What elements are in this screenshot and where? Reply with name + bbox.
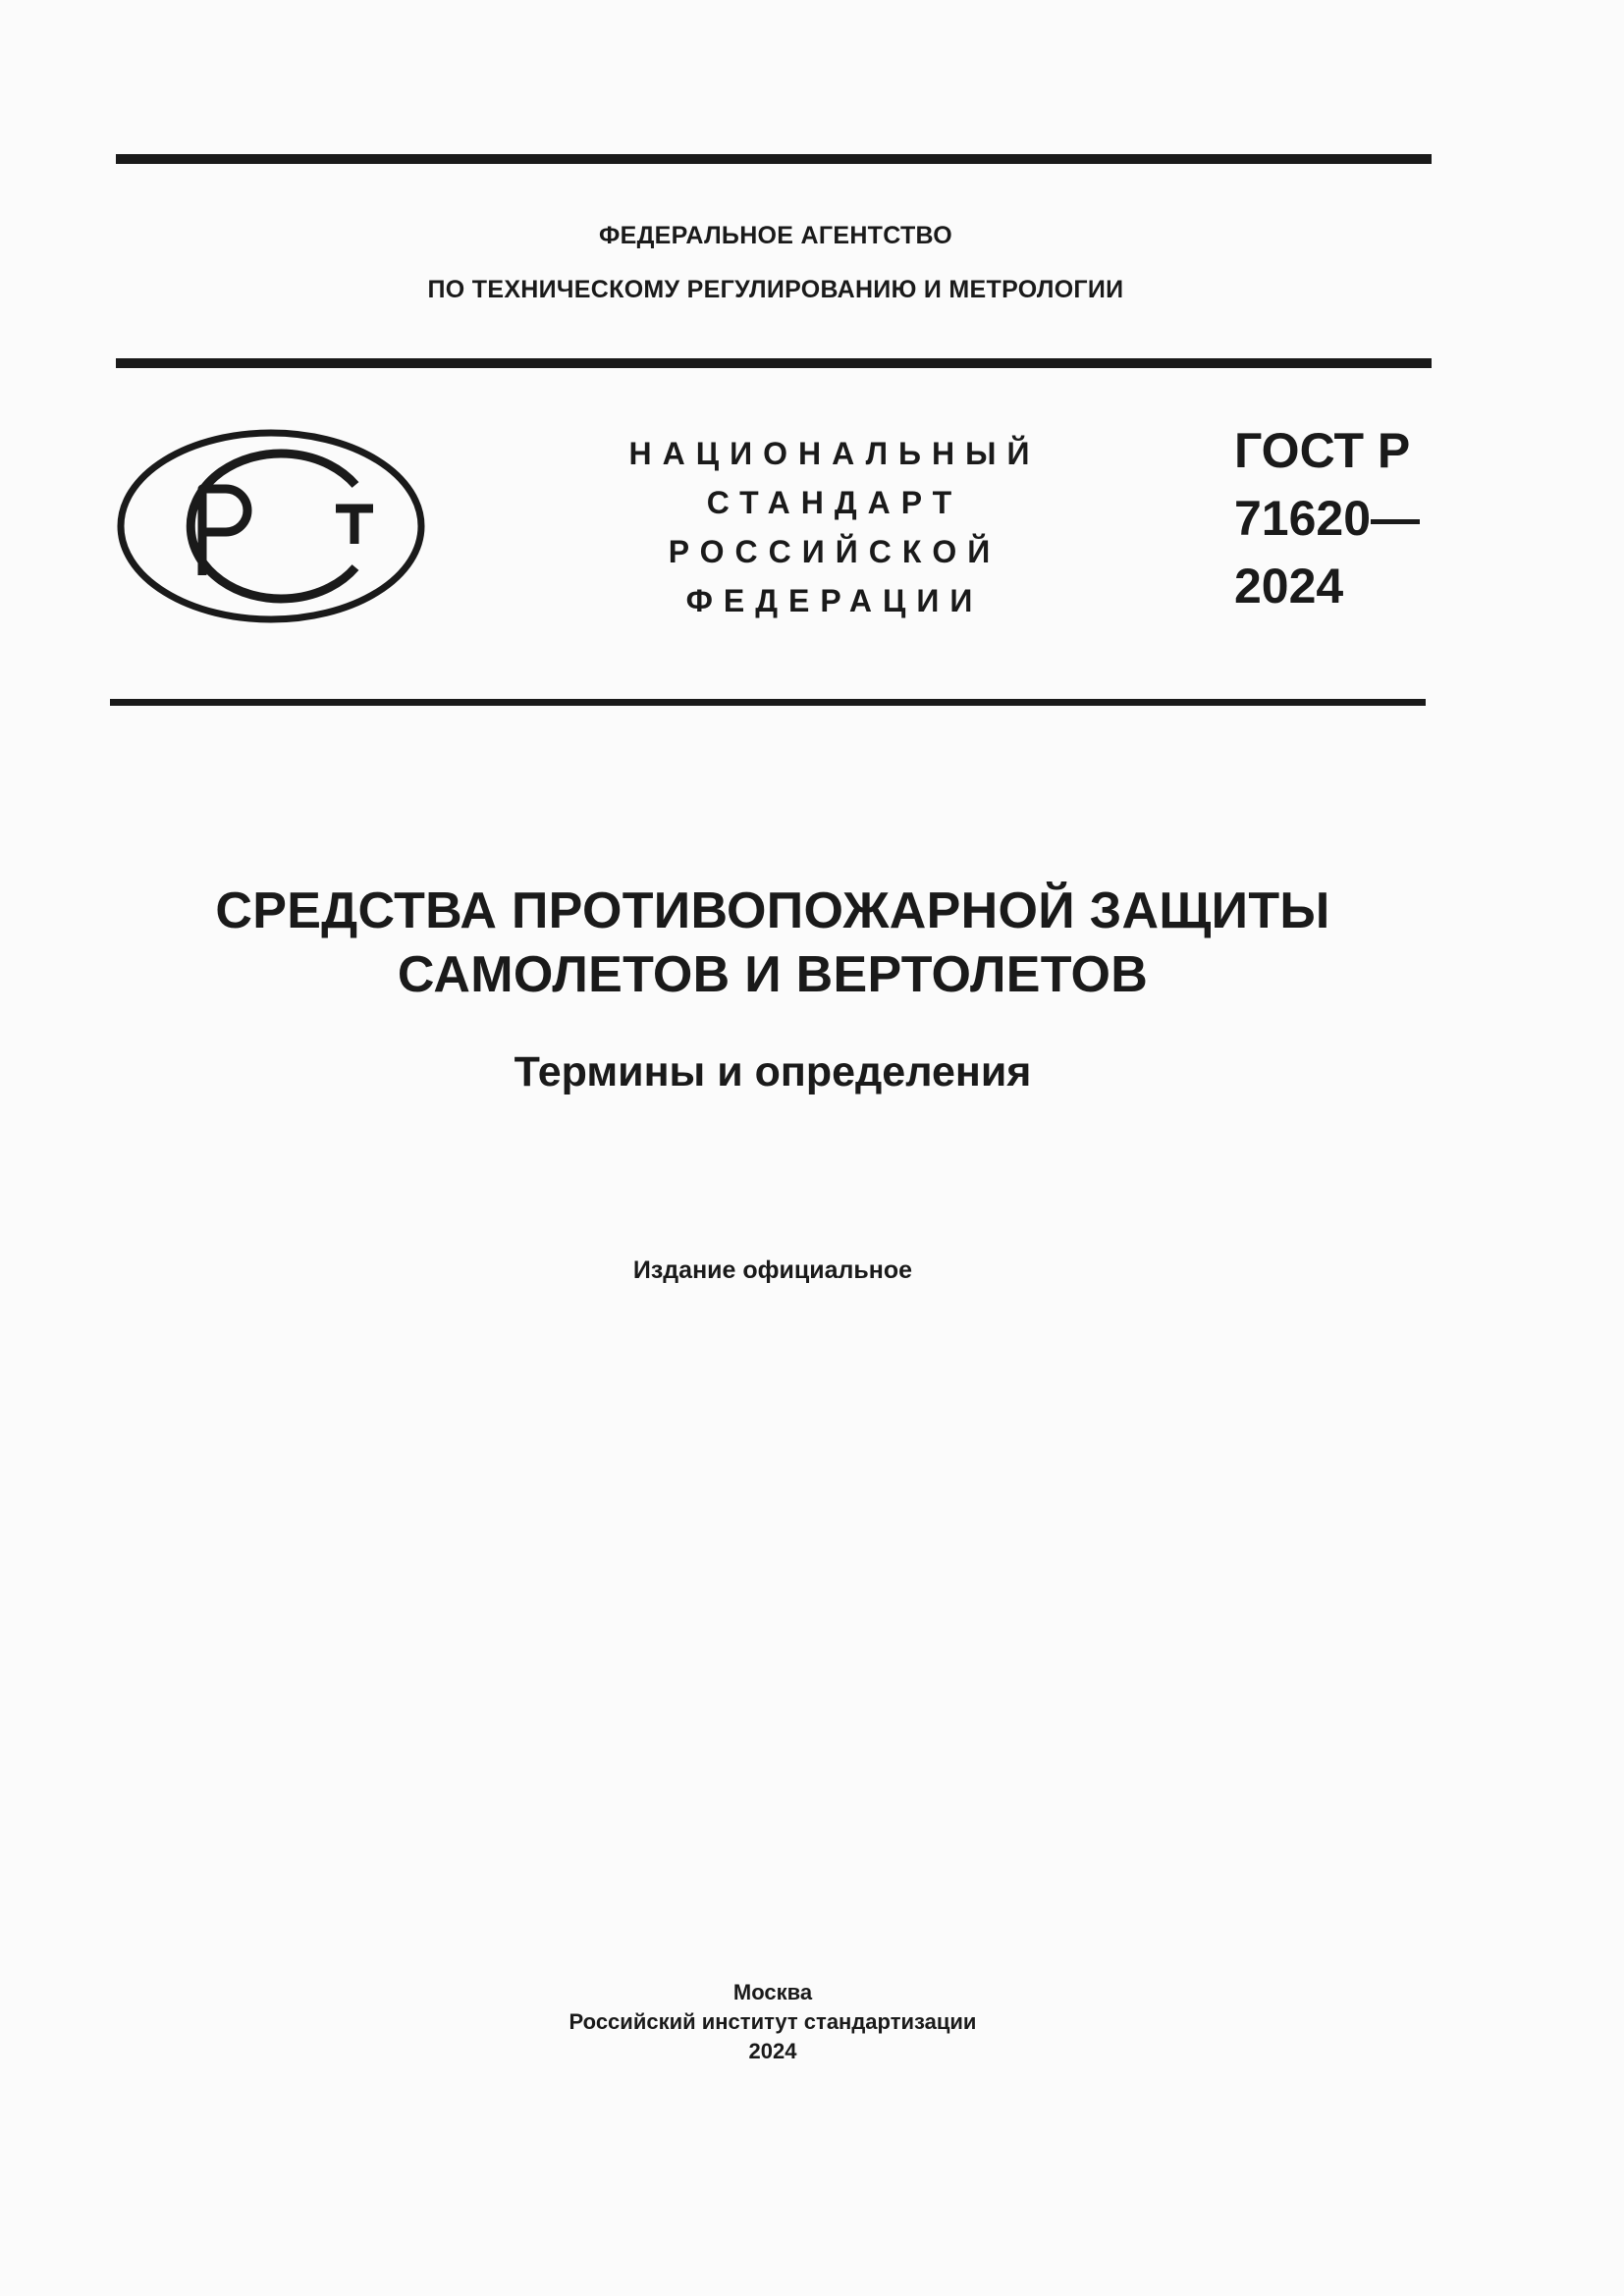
- national-standard-line-4: ФЕДЕРАЦИИ: [685, 583, 984, 618]
- standard-designation-line-3: 2024: [1234, 559, 1344, 614]
- standard-designation-line-2: 71620—: [1234, 491, 1421, 546]
- standard-designation-line-1: ГОСТ Р: [1234, 423, 1411, 478]
- edition-note: Издание официальное: [632, 1256, 913, 1284]
- rst-certification-mark-icon: [116, 428, 426, 624]
- imprint-year: 2024: [748, 2039, 797, 2063]
- national-standard-line-3: РОССИЙСКОЙ: [668, 534, 1001, 569]
- top-rule: [116, 154, 1432, 164]
- imprint-city: Москва: [732, 1980, 813, 2004]
- document-title-line-1: СРЕДСТВА ПРОТИВОПОЖАРНОЙ ЗАЩИТЫ: [215, 882, 1330, 939]
- national-standard-line-2: СТАНДАРТ: [706, 485, 963, 520]
- document-subtitle: Термины и определения: [514, 1048, 1032, 1095]
- imprint-publisher: Российский институт стандартизации: [568, 2009, 977, 2034]
- document-title-line-2: САМОЛЕТОВ И ВЕРТОЛЕТОВ: [397, 946, 1149, 1003]
- header-rule: [116, 358, 1432, 368]
- masthead-bottom-rule: [110, 699, 1426, 706]
- agency-name-line-2: ПО ТЕХНИЧЕСКОМУ РЕГУЛИРОВАНИЮ И МЕТРОЛОГИИ: [427, 276, 1124, 303]
- national-standard-line-1: НАЦИОНАЛЬНЫЙ: [628, 436, 1041, 471]
- agency-name-line-1: ФЕДЕРАЛЬНОЕ АГЕНТСТВО: [598, 222, 953, 249]
